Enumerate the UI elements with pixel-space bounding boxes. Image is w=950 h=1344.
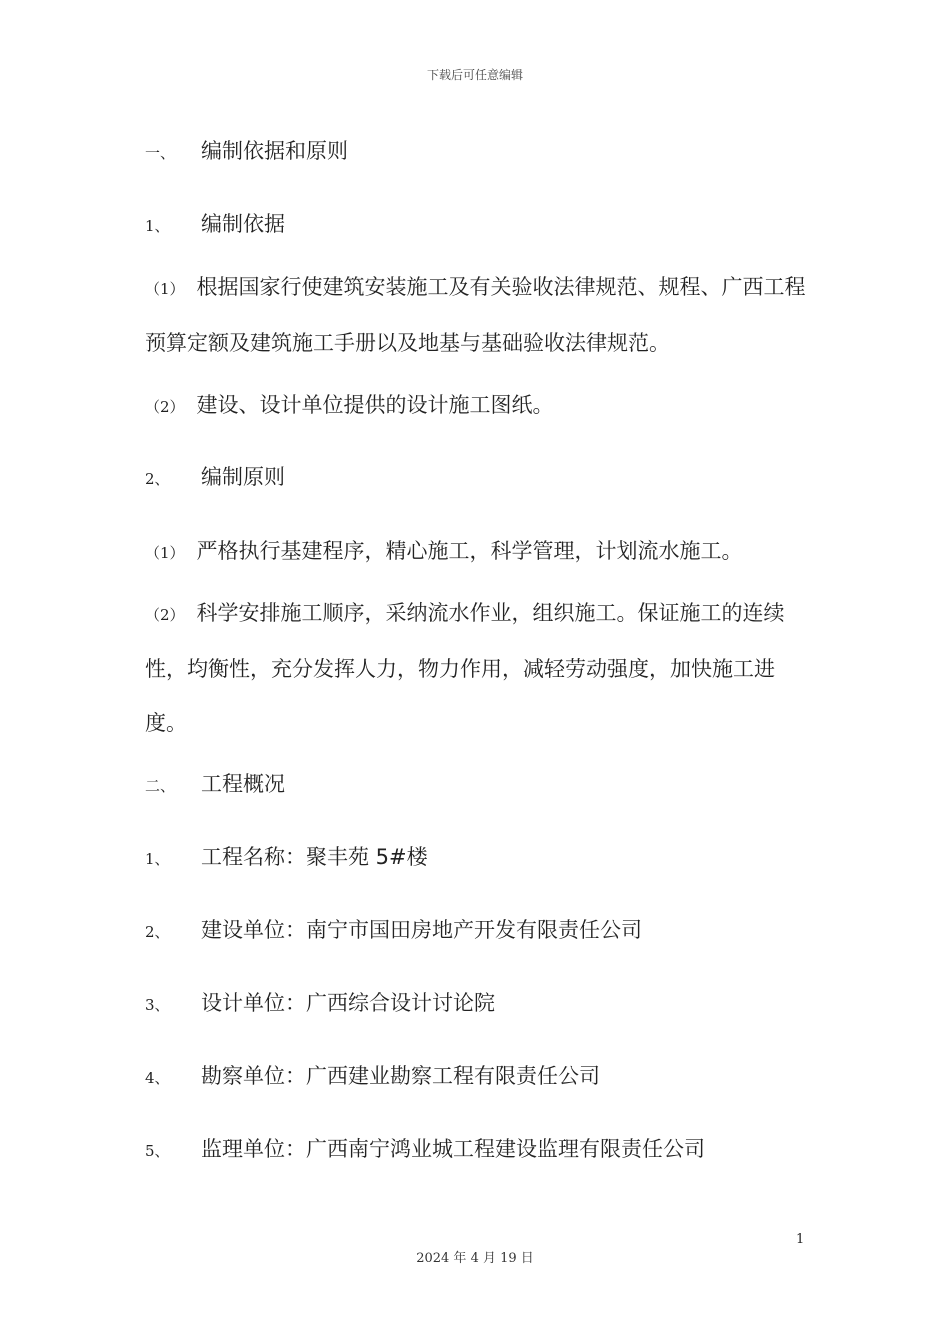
item-number: （1）: [145, 280, 185, 298]
paragraph: [145, 378, 810, 434]
item-text: 根据国家行使建筑安装施工及有关验收法律规范、规程、广西工程预算定额及建筑施工手册以及地基与基础验收法律规范。: [145, 275, 806, 355]
section-number: 一、: [145, 144, 176, 162]
item-text: 严格执行基建程序，精心施工，科学管理，计划流水施工。: [196, 539, 743, 563]
item-number: 1、: [145, 850, 170, 868]
subsection-number: 1、: [145, 217, 170, 235]
item-text: 监理单位：广西南宁鸿业城工程建设监理有限责任公司: [201, 1137, 705, 1161]
item-number: （2）: [145, 606, 185, 624]
page-header: 下载后可任意编辑: [426, 68, 523, 82]
subsection-heading: [145, 450, 815, 506]
item-number: 2、: [145, 923, 170, 941]
item-number: 4、: [145, 1069, 170, 1087]
page-footer-date: 2024 年 4 月 19 日: [416, 1251, 534, 1266]
paragraph: [145, 524, 810, 580]
section-heading: [145, 757, 815, 813]
paragraph: [145, 586, 810, 750]
list-item: [145, 903, 815, 959]
section-title: 工程概况: [201, 772, 285, 796]
item-number: 3、: [145, 996, 170, 1014]
list-item: [145, 1049, 815, 1105]
item-text: 设计单位：广西综合设计讨论院: [201, 991, 495, 1015]
subsection-title: 编制原则: [201, 465, 285, 489]
list-item: [145, 1122, 815, 1178]
item-text: 建设、设计单位提供的设计施工图纸。: [196, 393, 554, 417]
paragraph: [145, 260, 810, 370]
item-number: （2）: [145, 398, 185, 416]
section-title: 编制依据和原则: [201, 139, 348, 163]
subsection-heading: [145, 197, 815, 253]
subsection-title: 编制依据: [201, 212, 285, 236]
item-text: 建设单位：南宁市国田房地产开发有限责任公司: [201, 918, 642, 942]
item-text: 科学安排施工顺序，采纳流水作业，组织施工。保证施工的连续性，均衡性，充分发挥人力，物力作用，减轻劳动强度，加快施工进度。: [145, 601, 785, 735]
list-item: [145, 830, 815, 886]
section-number: 二、: [145, 777, 176, 795]
item-number: 5、: [145, 1142, 170, 1160]
item-number: （1）: [145, 544, 185, 562]
list-item: [145, 976, 815, 1032]
item-text: 工程名称：聚丰苑 5#楼: [201, 845, 428, 869]
item-text: 勘察单位：广西建业勘察工程有限责任公司: [201, 1064, 600, 1088]
subsection-number: 2、: [145, 470, 170, 488]
page-number: 1: [796, 1232, 805, 1247]
section-heading: [145, 124, 815, 180]
